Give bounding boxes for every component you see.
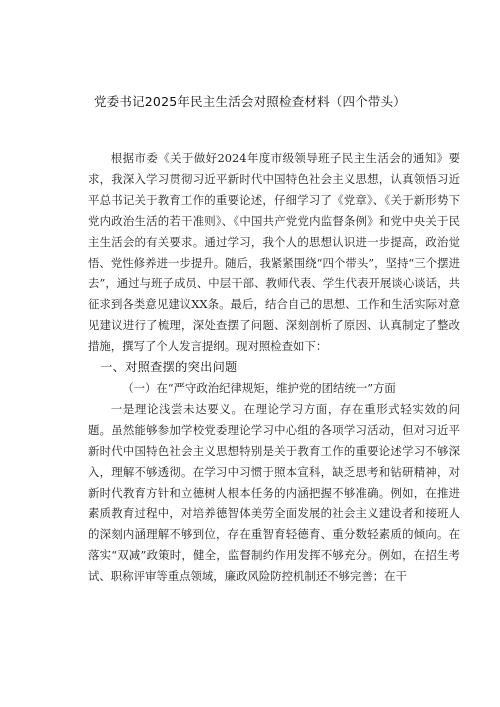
section-heading: 一、对照查摆的突出问题 bbox=[100, 360, 238, 375]
document-body bbox=[88, 148, 460, 587]
body-paragraph: 一是理论浅尝未达要义。在理论学习方面，存在重形式轻实效的问题。虽然能够参加学校党委理论学习中心组的各项学习活动，但对习近平新时代中国特色社会主义思想特别是关于教育工作的重要论述学习不够深入，理解不够透彻。在学习中习惯于照本宣科，缺乏思考和钻研精神，对新时代教育方针和立德树人根本任务的内涵把握不够准确。例如，在推进素质教育过程中，对培养德智体美劳全面发展的社会主义建设者和接班人的深刻内涵理解不够到位，存在重智育轻德育、重分数轻素质的倾向。在落实“双减”政策时，健全，监督制约作用发挥不够充分。例如，在招生考试、职称评审等重点领域，廉政风险防控机制还不够完善；在干 bbox=[88, 401, 460, 584]
subsection-heading: （一）在“严守政治纪律规矩，维护党的团结统一”方面 bbox=[122, 380, 396, 395]
document-title: 党委书记2025年民主生活会对照检查材料（四个带头） bbox=[93, 94, 406, 109]
intro-paragraph: 根据市委《关于做好2024年度市级领导班子民主生活会的通知》要求，我深入学习贯彻习近平新时代中国特色社会主义思想，认真领悟习近平总书记关于教育工作的重要论述，仔细学习了《党章》、《关于新形势下党内政治生活的若干准则》、《中国共产党党内监督条例》和党中央关于民主生活会的有关要求。通过学习，我个人的思想认识进一步提高，政治觉悟、党性修养进一步提升。随后，我紧紧围绕“四个带头”，坚持“三个摆进去”，通过与班子成员、中层干部、教师代表、学生代表开展谈心谈话，共征求到各类意见建议XX条。最后，结合自己的思想、工作和生活实际对意见建议进行了梳理，深处查摆了问题、深刻剖析了原因、认真制定了整改措施，撰写了个人发言提纲。现对照检查如下： bbox=[88, 151, 460, 354]
